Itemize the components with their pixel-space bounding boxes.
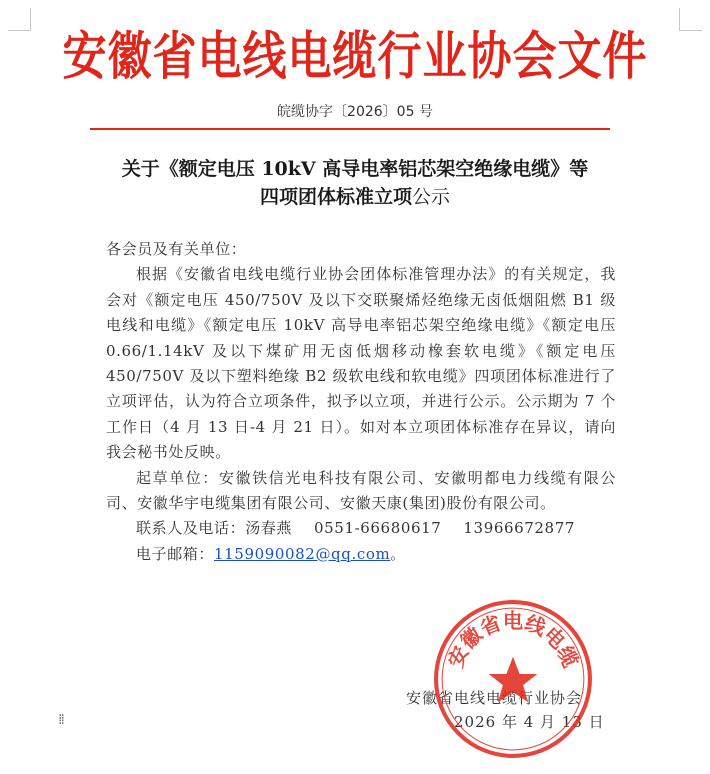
email-suffix: 。 <box>390 544 406 563</box>
contact-phone-1: 0551-66680617 <box>314 519 442 538</box>
contact-line <box>106 516 616 541</box>
letterhead-title: 安徽省电线电缆行业协会文件 <box>62 26 648 88</box>
signature-org: 安徽省电线电缆行业协会 <box>406 689 583 707</box>
letterhead-rule <box>90 128 610 130</box>
notice-title <box>0 155 710 211</box>
email-line <box>106 542 616 567</box>
seal-text: 安徽省电线电缆 <box>443 609 583 671</box>
salutation: 各会员及有关单位： <box>106 240 247 258</box>
contact-label: 联系人及电话：汤春燕 <box>136 519 293 538</box>
signature-date: 2026 年 4 月 13 日 <box>454 713 605 731</box>
main-paragraph: 根据《安徽省电线电缆行业协会团体标准管理办法》的有关规定，我会对《额定电压 450/750V 及以下交联聚烯烃绝缘无卤低烟阻燃 B1 级电线和电缆》《额定电压 10kV 高导电率铝芯架空绝缘电缆》《额定电压 0.66/1.14kV 及以下煤矿用无卤低烟移动橡套软电缆》《额定电压 450/750V 及以下塑料绝缘 B2 级软电线和软电缆》四项团体标准进行了立项评估，认为符合立项条件，拟予以立项，并进行公示。公示期为 7 个工作日（4 月 13 日-4 月 21 日）。如对本立项团体标准存在异议，请向我会秘书处反映。 <box>106 265 616 462</box>
official-seal <box>432 598 594 760</box>
notice-title-line-1: 关于《额定电压 10kV 高导电率铝芯架空绝缘电缆》等 <box>121 158 589 180</box>
notice-body <box>106 237 616 567</box>
notice-title-line-2-tail: 公示 <box>412 186 451 208</box>
email-label: 电子邮箱： <box>136 544 215 563</box>
seal-star-icon <box>489 657 538 703</box>
notice-title-line-2 <box>0 183 710 211</box>
document-number: 皖缆协字〔2026〕05 号 <box>277 104 433 120</box>
drafting-units-paragraph: 起草单位：安徽铁信光电科技有限公司、安徽明都电力线缆有限公司、安徽华宇电缆集团有限公司、安徽天康(集团)股份有限公司。 <box>106 468 616 513</box>
notice-title-line-2-main: 四项团体标准立项 <box>259 186 412 208</box>
email-link[interactable]: 1159090082@qq.com <box>214 544 391 563</box>
drag-handle-icon[interactable]: ⁞⁞ <box>58 712 63 728</box>
contact-phone-2: 13966672877 <box>463 519 575 538</box>
